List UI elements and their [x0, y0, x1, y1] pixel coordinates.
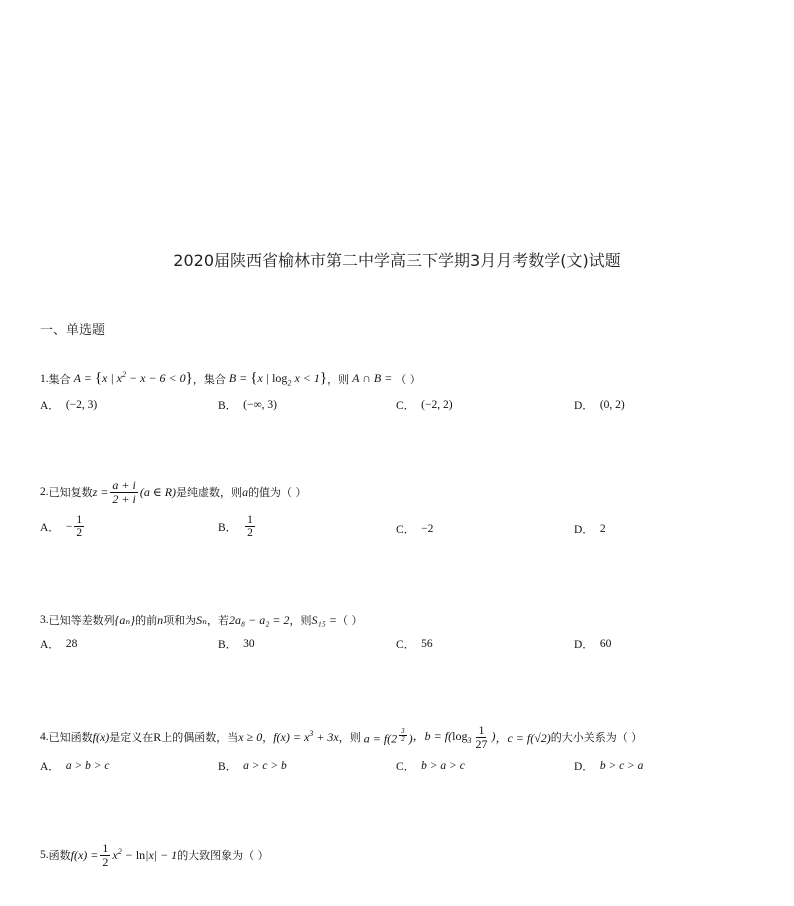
question-text: ， — [262, 731, 274, 745]
option-c[interactable]: C． (−2, 2) — [396, 399, 453, 412]
math-set-b: B = {x | $\log_2 x < 1$} — [225, 370, 328, 388]
question-5 — [40, 842, 269, 868]
option-d[interactable]: D． 60 — [574, 638, 612, 651]
question-text: 的大小关系为（ ） — [550, 731, 643, 745]
page-title: 2020届陕西省榆林市第二中学高三下学期3月月考数学(文)试题 — [173, 251, 621, 270]
option-d[interactable]: D． (0, 2) — [574, 399, 625, 412]
math-sequence: {aₙ} — [114, 612, 136, 627]
option-value: (−2, 3) — [65, 399, 98, 411]
option-b[interactable]: B． (−∞, 3) — [218, 399, 278, 412]
question-text: 的值为（ ） — [248, 486, 307, 500]
question-text: 函数 — [48, 849, 71, 863]
option-d[interactable]: D． b > c > a — [574, 760, 644, 773]
question-number: 4. — [40, 731, 49, 744]
option-value: a > c > b — [243, 760, 287, 772]
question-text: 项和为 — [163, 614, 197, 627]
question-text: 已知复数 — [48, 486, 93, 500]
math-c: ，c = f(√2) — [495, 730, 551, 745]
option-value: (−2, 2) — [421, 399, 453, 411]
option-b[interactable]: B． a > c > b — [218, 760, 287, 773]
question-text: ，则 — [327, 372, 350, 386]
section-heading: 一、单选题 — [40, 323, 106, 338]
question-text: 已知等差数列 — [48, 614, 115, 627]
question-1 — [40, 370, 421, 387]
question-text: 是定义在 — [109, 731, 154, 745]
math-definition: $f(x) = x^3 + 3x$ — [273, 729, 339, 745]
math-expression: $x^2 - \ln|x| - 1$ — [112, 847, 178, 863]
option-value: b > c > a — [599, 760, 644, 772]
math-function: f(x) = — [70, 847, 99, 862]
math-expression: A ∩ B = — [349, 371, 396, 386]
option-c[interactable]: C． b > a > c — [396, 760, 465, 773]
option-value: 2 — [599, 523, 606, 535]
question-3 — [40, 612, 362, 628]
option-a[interactable]: A． 28 — [40, 638, 78, 651]
math-a: a = f(2 $^{\frac{3}{2}}$ ) — [360, 726, 413, 746]
answer-bracket: （ ） — [336, 614, 363, 627]
option-value: (0, 2) — [599, 399, 625, 411]
fraction: $\frac{1}{2}$ — [247, 514, 253, 540]
answer-bracket: （ ） — [395, 372, 421, 386]
math-condition: x ≥ 0 — [238, 729, 263, 744]
question-text: ，则 — [338, 731, 361, 745]
question-text: 的大致图象为（ ） — [177, 849, 269, 863]
math-set-r: R — [153, 729, 162, 744]
math-set-a: A = {x | $x^2 - x - 6 < 0$} — [70, 370, 193, 387]
option-value: (−∞, 3) — [243, 399, 278, 411]
option-b[interactable]: B． 30 — [218, 638, 255, 651]
option-value: b > a > c — [421, 760, 465, 772]
option-value: 30 — [243, 638, 255, 650]
math-variable: a — [242, 484, 249, 499]
option-b[interactable]: B． $\frac{1}{2}$ — [218, 514, 253, 540]
option-value: 60 — [599, 638, 612, 650]
math-expression: S₁₅ = — [311, 612, 337, 627]
math-b: ，$b = f(\log_3$ $\frac{1}{27}$ ) — [412, 723, 496, 751]
option-value: 28 — [65, 638, 78, 650]
math-condition: 2a₈ − a₂ = 2 — [228, 612, 290, 627]
option-d[interactable]: D． 2 — [574, 523, 606, 536]
fraction: $\frac{1}{2}$ — [102, 841, 109, 869]
math-condition: (a ∈ R) — [139, 484, 177, 499]
fraction: $\frac{1}{2}$ — [76, 514, 83, 540]
question-text: ，集合 — [192, 372, 226, 386]
question-text: ，若 — [206, 614, 229, 627]
question-number: 5. — [40, 849, 49, 862]
question-text: ，则 — [289, 614, 312, 627]
question-text: 是纯虚数，则 — [176, 486, 243, 500]
math-variable: Sₙ — [196, 612, 207, 627]
option-a[interactable]: A． a > b > c — [40, 760, 110, 773]
question-number: 1. — [40, 372, 49, 385]
option-value: −2 — [421, 523, 434, 535]
question-text: 集合 — [48, 372, 71, 386]
question-4 — [40, 724, 642, 750]
question-text: 已知函数 — [48, 731, 93, 745]
question-text: 上的偶函数，当 — [161, 731, 239, 745]
option-a[interactable]: A． (−2, 3) — [40, 399, 98, 412]
math-function: f(x) — [92, 729, 110, 744]
math-expression: z = — [92, 484, 109, 499]
fraction: $\frac{a + i}{2 + i}$ — [112, 478, 136, 506]
math-variable: n — [157, 612, 164, 627]
question-2 — [40, 479, 307, 505]
option-c[interactable]: C． −2 — [396, 523, 434, 536]
question-number: 3. — [40, 614, 49, 626]
option-c[interactable]: C． 56 — [396, 638, 433, 651]
option-a[interactable]: A． − $\frac{1}{2}$ — [40, 514, 83, 540]
question-number: 2. — [40, 486, 49, 499]
option-value: 56 — [421, 638, 433, 650]
option-value: a > b > c — [65, 760, 110, 772]
question-text: 的前 — [135, 614, 158, 627]
